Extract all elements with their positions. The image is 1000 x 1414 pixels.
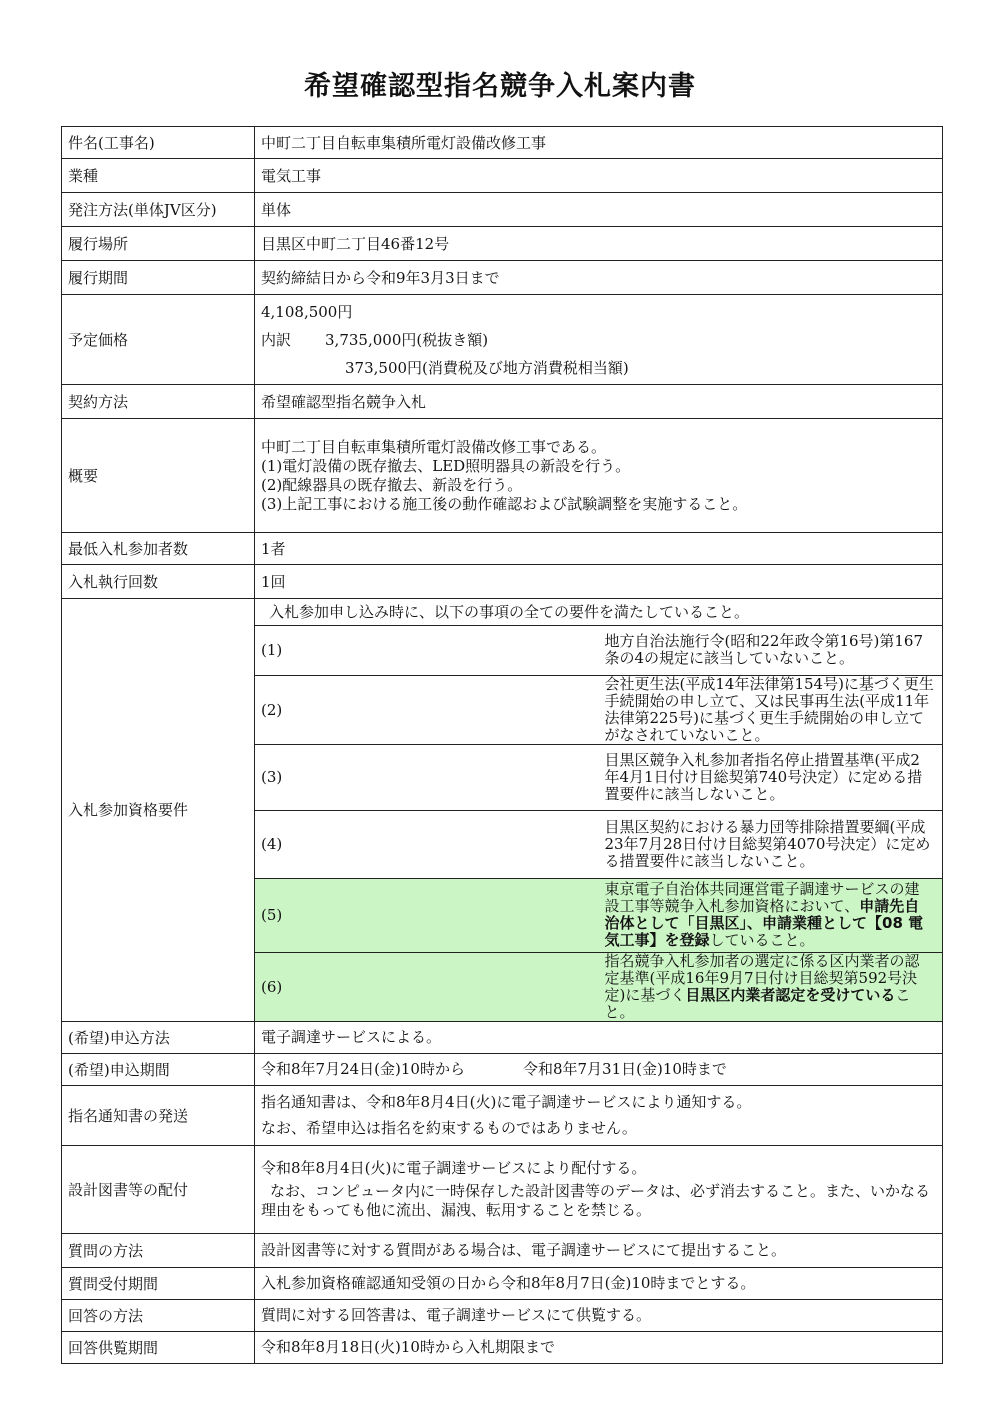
label-gyoshu: 業種 (62, 159, 255, 193)
label-moushikomi-kikan: (希望)申込期間 (62, 1053, 255, 1085)
row-kaisu (62, 565, 943, 599)
requirement-text-bold: 申請先自治体として「目黒区」、申請業種として【08 電気工事】を登録 (604, 897, 924, 949)
label-keiyaku: 契約方法 (62, 385, 255, 419)
price-pretax: 3,735,000円(税抜き額) (325, 330, 489, 349)
label-kaito-kikan: 回答供覧期間 (62, 1331, 255, 1363)
requirement-text (599, 878, 943, 952)
row-hacchu (62, 193, 943, 227)
row-gyoshu (62, 159, 943, 193)
value-kaisu: 1回 (255, 565, 943, 599)
requirement-text-part: 指名競争入札参加者の選定に係る区内業者の認定基準(平成16年9月7日付け目総契第592号決定)に基づく (604, 951, 920, 1004)
label-shitsumon-kikan: 質問受付期間 (62, 1267, 255, 1299)
row-kaito-kikan (62, 1331, 943, 1363)
requirement-text: 目黒区契約における暴力団等排除措置要綱(平成23年7月28日付け目総契第4070号決定）に定める措置要件に該当しないこと。 (599, 810, 943, 878)
breakdown-label: 内訳 (261, 330, 292, 349)
label-saitei: 最低入札参加者数 (62, 533, 255, 565)
label-kaito-hoho: 回答の方法 (62, 1299, 255, 1331)
price-total: 4,108,500円 (261, 302, 353, 321)
requirement-item (255, 744, 942, 810)
row-shitsumon-hoho (62, 1233, 943, 1267)
row-moushikomi-hoho (62, 1021, 943, 1053)
requirement-number: (1) (255, 625, 599, 675)
label-shimei: 指名通知書の発送 (62, 1085, 255, 1145)
label-kakaku: 予定価格 (62, 295, 255, 385)
requirement-item (255, 675, 942, 744)
value-moushikomi-hoho: 電子調達サービスによる。 (255, 1021, 943, 1053)
requirements-intro: 入札参加申し込み時に、以下の事項の全ての要件を満たしていること。 (269, 603, 750, 622)
tender-info-table (61, 126, 943, 1364)
row-shimei (62, 1085, 943, 1145)
label-shikaku: 入札参加資格要件 (62, 599, 255, 1022)
requirement-text-bold: 目黒区内業者認定を受けている (685, 985, 896, 1004)
row-kenmei (62, 127, 943, 159)
requirement-text (599, 952, 943, 1021)
label-basho: 履行場所 (62, 227, 255, 261)
label-kikan: 履行期間 (62, 261, 255, 295)
requirement-number: (4) (255, 810, 599, 878)
row-kakaku (62, 295, 943, 385)
row-basho (62, 227, 943, 261)
row-moushikomi-kikan (62, 1053, 943, 1085)
price-breakdown (261, 326, 936, 354)
value-kakaku (255, 295, 943, 385)
requirement-text: 地方自治法施行令(昭和22年政令第16号)第167条の4の規定に該当していないこと。 (599, 625, 943, 675)
value-gyoshu: 電気工事 (255, 159, 943, 193)
sekkei-line: 令和8年8月4日(火)に電子調達サービスにより配付する。 (261, 1158, 647, 1177)
requirement-number: (3) (255, 744, 599, 810)
label-kaisu: 入札執行回数 (62, 565, 255, 599)
value-shitsumon-kikan: 入札参加資格確認通知受領の日から令和8年8月7日(金)10時までとする。 (255, 1267, 943, 1299)
value-kikan: 契約締結日から令和9年3月3日まで (255, 261, 943, 295)
requirement-number: (6) (255, 952, 599, 1021)
requirement-text-part: していること。 (709, 931, 815, 949)
row-kaito-hoho (62, 1299, 943, 1331)
requirement-item-highlighted (255, 952, 942, 1021)
requirement-number: (2) (255, 675, 599, 744)
value-gaiyo (255, 419, 943, 533)
row-gaiyo (62, 419, 943, 533)
gaiyo-line: (3)上記工事における施工後の動作確認および試験調整を実施すること。 (261, 494, 748, 513)
value-shikaku (255, 599, 943, 1022)
gaiyo-line: 中町二丁目自転車集積所電灯設備改修工事である。 (261, 437, 607, 456)
value-kaito-kikan: 令和8年8月18日(火)10時から入札期限まで (255, 1331, 943, 1363)
requirement-text-part: こと。 (604, 985, 911, 1021)
row-kikan (62, 261, 943, 295)
page-title: 希望確認型指名競争入札案内書 (304, 71, 696, 102)
label-moushikomi-hoho: (希望)申込方法 (62, 1021, 255, 1053)
row-saitei (62, 533, 943, 565)
sekkei-line: なお、コンピュータ内に一時保存した設計図書等のデータは、必ず消去すること。また、いかなる理由をもっても他に流出、漏洩、転用することを禁じる。 (261, 1181, 931, 1219)
label-hacchu: 発注方法(単体JV区分) (62, 193, 255, 227)
gaiyo-line: (2)配線器具の既存撤去、新設を行う。 (261, 475, 523, 494)
period-to: 令和8年7月31日(金)10時まで (522, 1060, 727, 1078)
label-shitsumon-hoho: 質問の方法 (62, 1233, 255, 1267)
requirements-table (255, 599, 942, 1021)
value-basho: 目黒区中町二丁目46番12号 (255, 227, 943, 261)
value-sekkei (255, 1145, 943, 1233)
requirements-intro-row (255, 599, 942, 625)
requirement-text: 会社更生法(平成14年法律第154号)に基づく更生手続開始の申し立て、又は民事再生法(平成11年法律第225号)に基づく更生手続開始の申し立てがなされていないこと。 (599, 675, 943, 744)
label-sekkei: 設計図書等の配付 (62, 1145, 255, 1233)
row-sekkei (62, 1145, 943, 1233)
value-kenmei: 中町二丁目自転車集積所電灯設備改修工事 (255, 127, 943, 159)
value-shimei (255, 1085, 943, 1145)
requirement-text: 目黒区競争入札参加者指名停止措置基準(平成2年4月1日付け目総契第740号決定）に定める措置要件に該当しないこと。 (599, 744, 943, 810)
period-from: 令和8年7月24日(金)10時から (261, 1060, 465, 1078)
requirement-item (255, 810, 942, 878)
value-saitei: 1者 (255, 533, 943, 565)
row-shitsumon-kikan (62, 1267, 943, 1299)
requirement-item-highlighted (255, 878, 942, 952)
requirement-number: (5) (255, 878, 599, 952)
gaiyo-line: (1)電灯設備の既存撤去、LED照明器具の新設を行う。 (261, 456, 631, 475)
value-hacchu: 単体 (255, 193, 943, 227)
value-keiyaku: 希望確認型指名競争入札 (255, 385, 943, 419)
value-kaito-hoho: 質問に対する回答書は、電子調達サービスにて供覧する。 (255, 1299, 943, 1331)
shimei-line: 指名通知書は、令和8年8月4日(火)に電子調達サービスにより通知する。 (261, 1093, 752, 1111)
requirement-text-part: 東京電子自治体共同運営電子調達サービスの建設工事等競争入札参加資格において、 (604, 880, 920, 915)
row-keiyaku (62, 385, 943, 419)
value-shitsumon-hoho: 設計図書等に対する質問がある場合は、電子調達サービスにて提出すること。 (255, 1233, 943, 1267)
label-kenmei: 件名(工事名) (62, 127, 255, 159)
label-gaiyo: 概要 (62, 419, 255, 533)
requirement-item (255, 625, 942, 675)
price-tax: 373,500円(消費税及び地方消費税相当額) (345, 358, 629, 377)
row-shikaku (62, 599, 943, 1022)
shimei-line: なお、希望申込は指名を約束するものではありません。 (261, 1119, 637, 1137)
value-moushikomi-kikan (255, 1053, 943, 1085)
